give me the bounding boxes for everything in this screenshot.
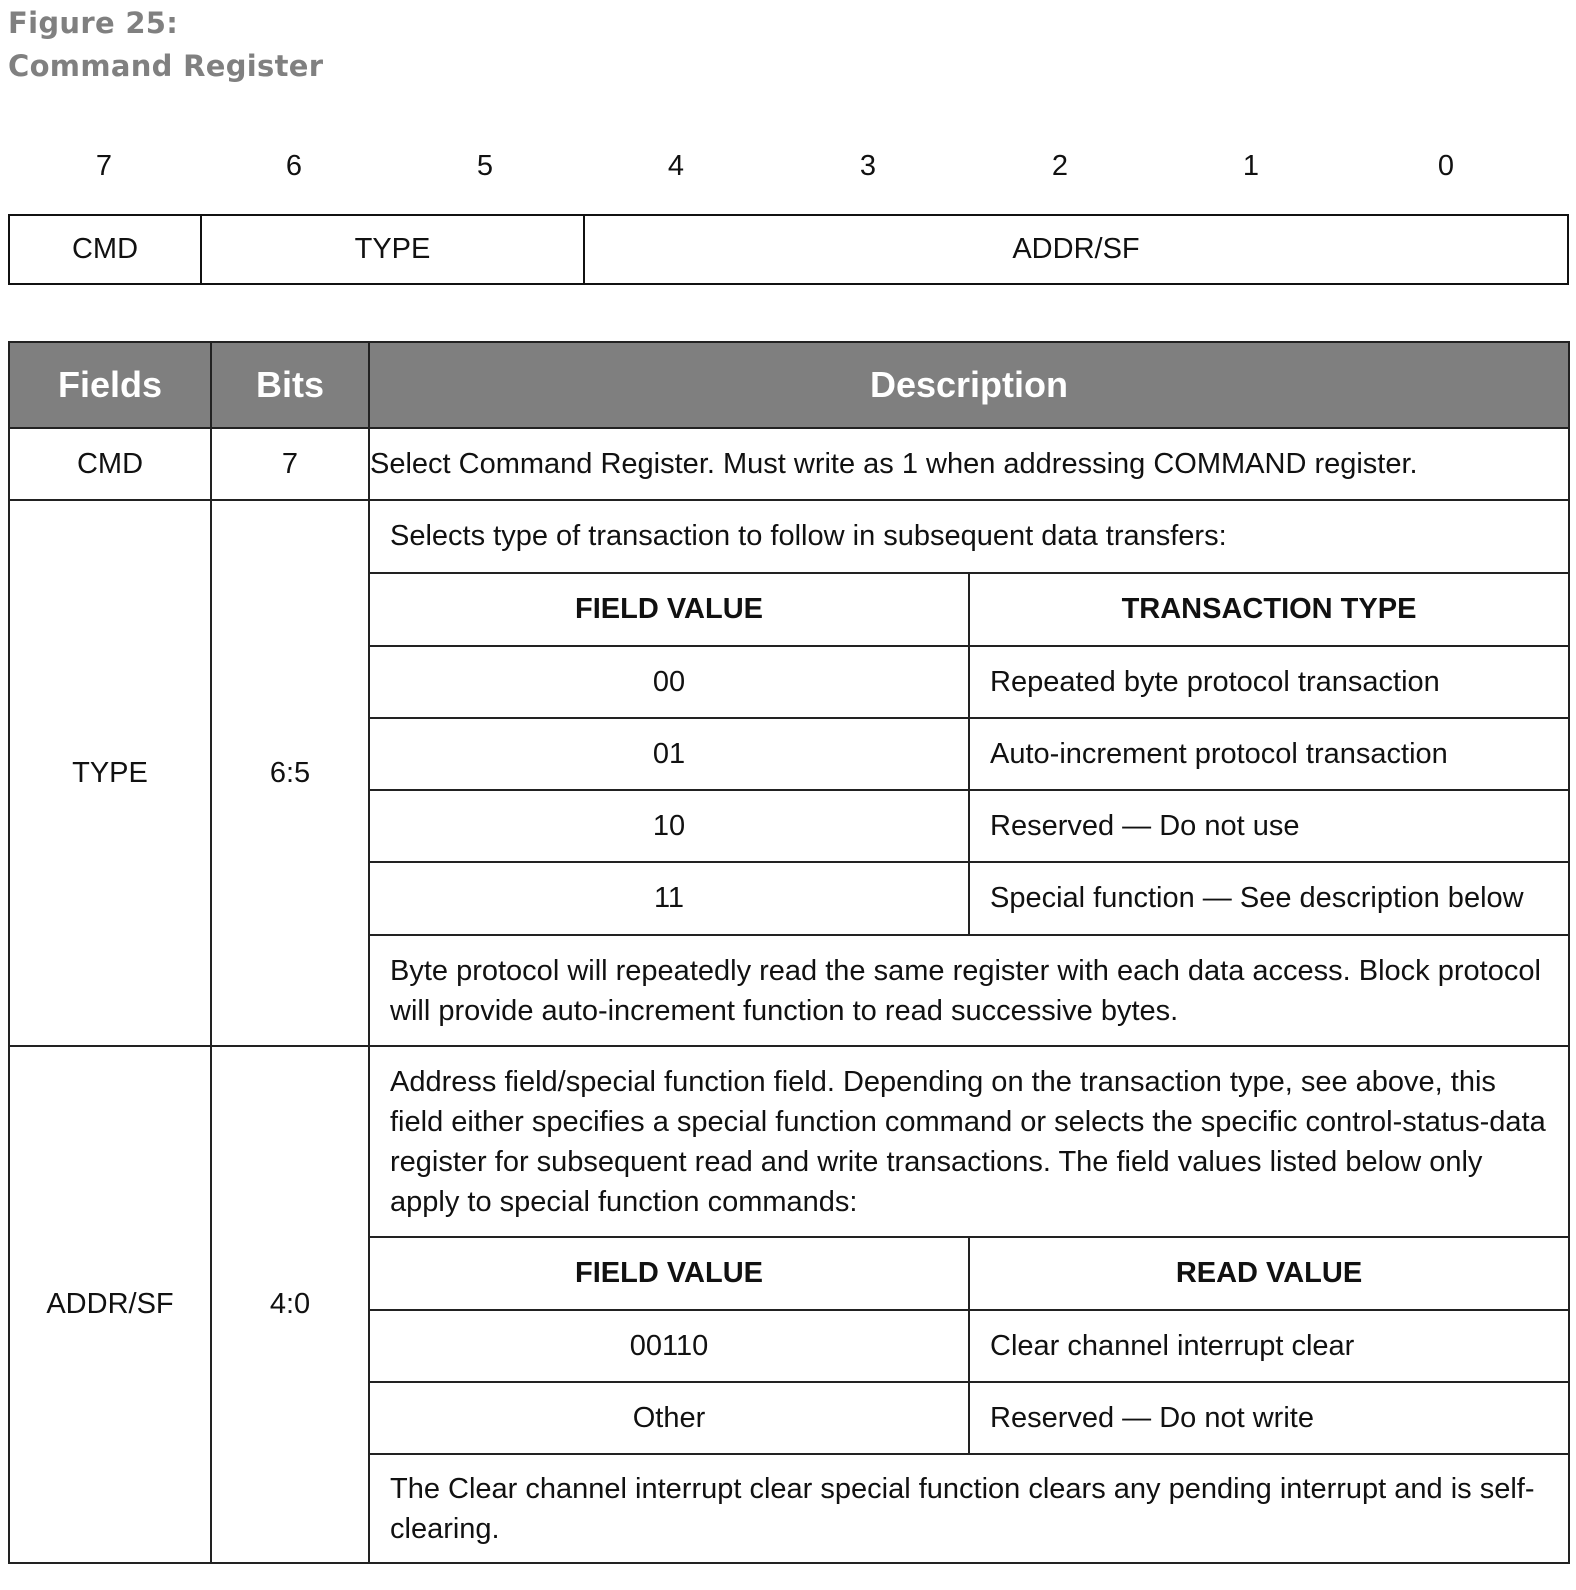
bit-number: 3 <box>859 150 877 182</box>
field-name: TYPE <box>9 500 211 1046</box>
register-field-type: TYPE <box>202 216 585 283</box>
description-note: Byte protocol will repeatedly read the same register with each data access. Block protocol will provide auto-increment function to read successive bytes. <box>390 954 1541 1027</box>
table-header-row <box>9 342 1569 428</box>
header-bits: Bits <box>211 342 369 428</box>
description-intro: Address field/special function field. Depending on the transaction type, see above, this field either specifies a special function command or selects the specific control-status-data register for subsequent read and write transactions. The field values listed below only apply to special function commands: <box>370 1047 1568 1237</box>
field-name: ADDR/SF <box>9 1046 211 1563</box>
value-cell: 00 <box>370 646 969 718</box>
field-bits: 4:0 <box>211 1046 369 1563</box>
transaction-type-table <box>370 501 1568 1045</box>
field-description <box>369 500 1569 1046</box>
meaning-cell: Repeated byte protocol transaction <box>969 646 1568 718</box>
field-bits: 6:5 <box>211 500 369 1046</box>
bit-number: 1 <box>1242 150 1260 182</box>
value-cell: Other <box>370 1382 969 1454</box>
bit-number: 7 <box>95 150 113 182</box>
meaning-cell: Clear channel interrupt clear <box>969 1310 1568 1382</box>
figure-title: Command Register <box>8 49 324 83</box>
field-description-table <box>8 341 1570 1564</box>
bit-number: 0 <box>1437 150 1455 182</box>
field-description: Select Command Register. Must write as 1 when addressing COMMAND register. <box>369 428 1569 500</box>
special-function-table <box>370 1047 1568 1562</box>
bit-number: 5 <box>476 150 494 182</box>
header-description: Description <box>369 342 1569 428</box>
bit-number-row <box>8 150 1573 194</box>
meaning-cell: Reserved — Do not use <box>969 790 1568 862</box>
value-cell: 10 <box>370 790 969 862</box>
figure-number: Figure 25: <box>8 6 179 40</box>
table-row-type <box>9 500 1569 1046</box>
field-description <box>369 1046 1569 1563</box>
bit-number: 4 <box>667 150 685 182</box>
meaning-cell: Reserved — Do not write <box>969 1382 1568 1454</box>
bit-number: 2 <box>1051 150 1069 182</box>
value-cell: 00110 <box>370 1310 969 1382</box>
meaning-cell: Special function — See description below <box>969 862 1568 935</box>
register-diagram <box>8 214 1569 285</box>
col-header-field-value: FIELD VALUE <box>370 573 969 646</box>
table-row-cmd <box>9 428 1569 500</box>
col-header-transaction-type: TRANSACTION TYPE <box>969 573 1568 646</box>
table-row-addr-sf <box>9 1046 1569 1563</box>
value-cell: 01 <box>370 718 969 790</box>
bit-number: 6 <box>285 150 303 182</box>
value-cell: 11 <box>370 862 969 935</box>
header-fields: Fields <box>9 342 211 428</box>
register-field-cmd: CMD <box>10 216 202 283</box>
col-header-read-value: READ VALUE <box>969 1237 1568 1310</box>
figure-caption <box>8 2 323 88</box>
col-header-field-value: FIELD VALUE <box>370 1237 969 1310</box>
meaning-cell: Auto-increment protocol transaction <box>969 718 1568 790</box>
description-note: The Clear channel interrupt clear special function clears any pending interrupt and is self-clearing. <box>390 1472 1535 1545</box>
description-intro: Selects type of transaction to follow in subsequent data transfers: <box>370 501 1568 573</box>
register-field-addr-sf: ADDR/SF <box>1012 233 1140 265</box>
field-bits: 7 <box>211 428 369 500</box>
field-name: CMD <box>9 428 211 500</box>
